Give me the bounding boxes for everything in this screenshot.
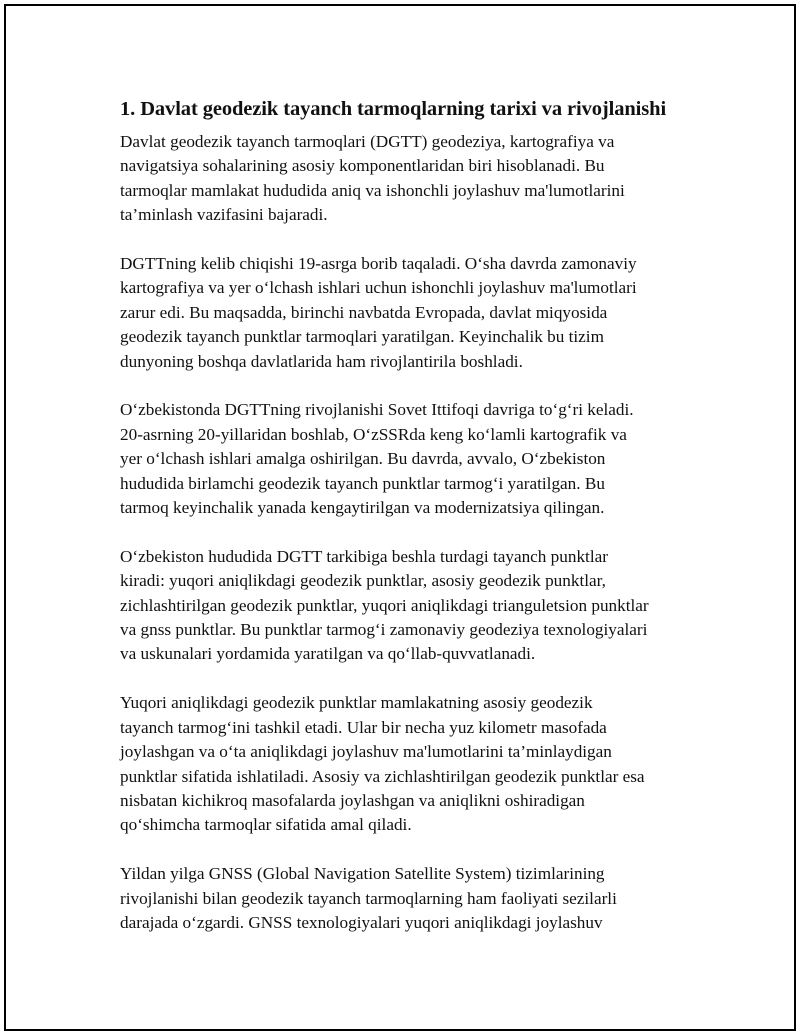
paragraph-line: Yuqori aniqlikdagi geodezik punktlar mamlakatning asosiy geodezik — [120, 693, 593, 713]
paragraph-line: Davlat geodezik tayanch tarmoqlari (DGTT) geodeziya, kartografiya va — [120, 132, 615, 151]
paragraph-line: zichlashtirilgan geodezik punktlar, yuqori aniqlikdagi trianguletsion punktlar — [120, 595, 649, 615]
paragraph — [120, 252, 710, 374]
paragraph-line: 20-asrning 20-yillaridan boshlab, O‘zSSRda keng ko‘lamli kartografik va — [120, 424, 627, 444]
paragraph-line: O‘zbekiston hududida DGTT tarkibiga beshla turdagi tayanch punktlar — [120, 546, 608, 566]
paragraph — [120, 545, 710, 667]
paragraph-line: kiradi: yuqori aniqlikdagi geodezik punktlar, asosiy geodezik punktlar, — [120, 571, 606, 591]
paragraph-line: nisbatan kichikroq masofalarda joylashgan va aniqlikni oshiradigan — [120, 790, 585, 810]
paragraph-line: tarmoqlar mamlakat hududida aniq va ishonchli joylashuv ma'lumotlarini — [120, 180, 625, 200]
paragraph — [120, 691, 710, 837]
paragraph-line: DGTTning kelib chiqishi 19-asrga borib taqaladi. O‘sha davrda zamonaviy — [120, 254, 637, 274]
paragraph-line: joylashgan va o‘ta aniqlikdagi joylashuv ma'lumotlarini ta’minlaydigan — [120, 742, 612, 762]
paragraph-line: va uskunalari yordamida yaratilgan va qo‘llab-quvvatlanadi. — [120, 644, 536, 664]
paragraph-line: rivojlanishi bilan geodezik tayanch tarmoqlarning ham faoliyati sezilarli — [120, 888, 617, 908]
section-heading: 1. Davlat geodezik tayanch tarmoqlarning tarixi va rivojlanishi — [120, 98, 667, 120]
page-frame — [4, 4, 796, 1031]
paragraph-line: geodezik tayanch punktlar tarmoqlari yaratilgan. Keyinchalik bu tizim — [120, 327, 604, 347]
paragraph-line: tarmoq keyinchalik yanada kengaytirilgan va modernizatsiya qilingan. — [120, 498, 605, 518]
paragraph-line: Yildan yilga GNSS (Global Navigation Satellite System) tizimlarining — [120, 864, 605, 884]
paragraph — [120, 398, 710, 520]
paragraph-line: darajada o‘zgardi. GNSS texnologiyalari yuqori aniqlikdagi joylashuv — [120, 912, 603, 932]
paragraph-line: va gnss punktlar. Bu punktlar tarmog‘i zamonaviy geodeziya texnologiyalari — [120, 620, 648, 640]
paragraph-line: hududida birlamchi geodezik tayanch punktlar tarmog‘i yaratilgan. Bu — [120, 473, 605, 493]
paragraph-line: tayanch tarmog‘ini tashkil etadi. Ular bir necha yuz kilometr masofada — [120, 717, 607, 737]
paragraph-line: kartografiya va yer o‘lchash ishlari uchun ishonchli joylashuv ma'lumotlari — [120, 278, 637, 298]
paragraph-list — [120, 130, 710, 935]
paragraph-line: qo‘shimcha tarmoqlar sifatida amal qiladi. — [120, 815, 412, 835]
paragraph-line: punktlar sifatida ishlatiladi. Asosiy va zichlashtirilgan geodezik punktlar esa — [120, 766, 645, 786]
paragraph-line: zarur edi. Bu maqsadda, birinchi navbatda Evropada, davlat miqyosida — [120, 302, 608, 322]
paragraph-line: navigatsiya sohalarining asosiy komponentlaridan biri hisoblanadi. Bu — [120, 156, 605, 176]
paragraph-line: dunyoning boshqa davlatlarida ham rivojlantirila boshladi. — [120, 351, 523, 371]
paragraph-line: yer o‘lchash ishlari amalga oshirilgan. Bu davrda, avvalo, O‘zbekiston — [120, 449, 606, 469]
paragraph-line: ta’minlash vazifasini bajaradi. — [120, 205, 328, 225]
document-body — [120, 94, 710, 960]
paragraph-line: O‘zbekistonda DGTTning rivojlanishi Sovet Ittifoqi davriga to‘g‘ri keladi. — [120, 400, 634, 420]
paragraph — [120, 862, 710, 935]
paragraph — [120, 130, 710, 228]
